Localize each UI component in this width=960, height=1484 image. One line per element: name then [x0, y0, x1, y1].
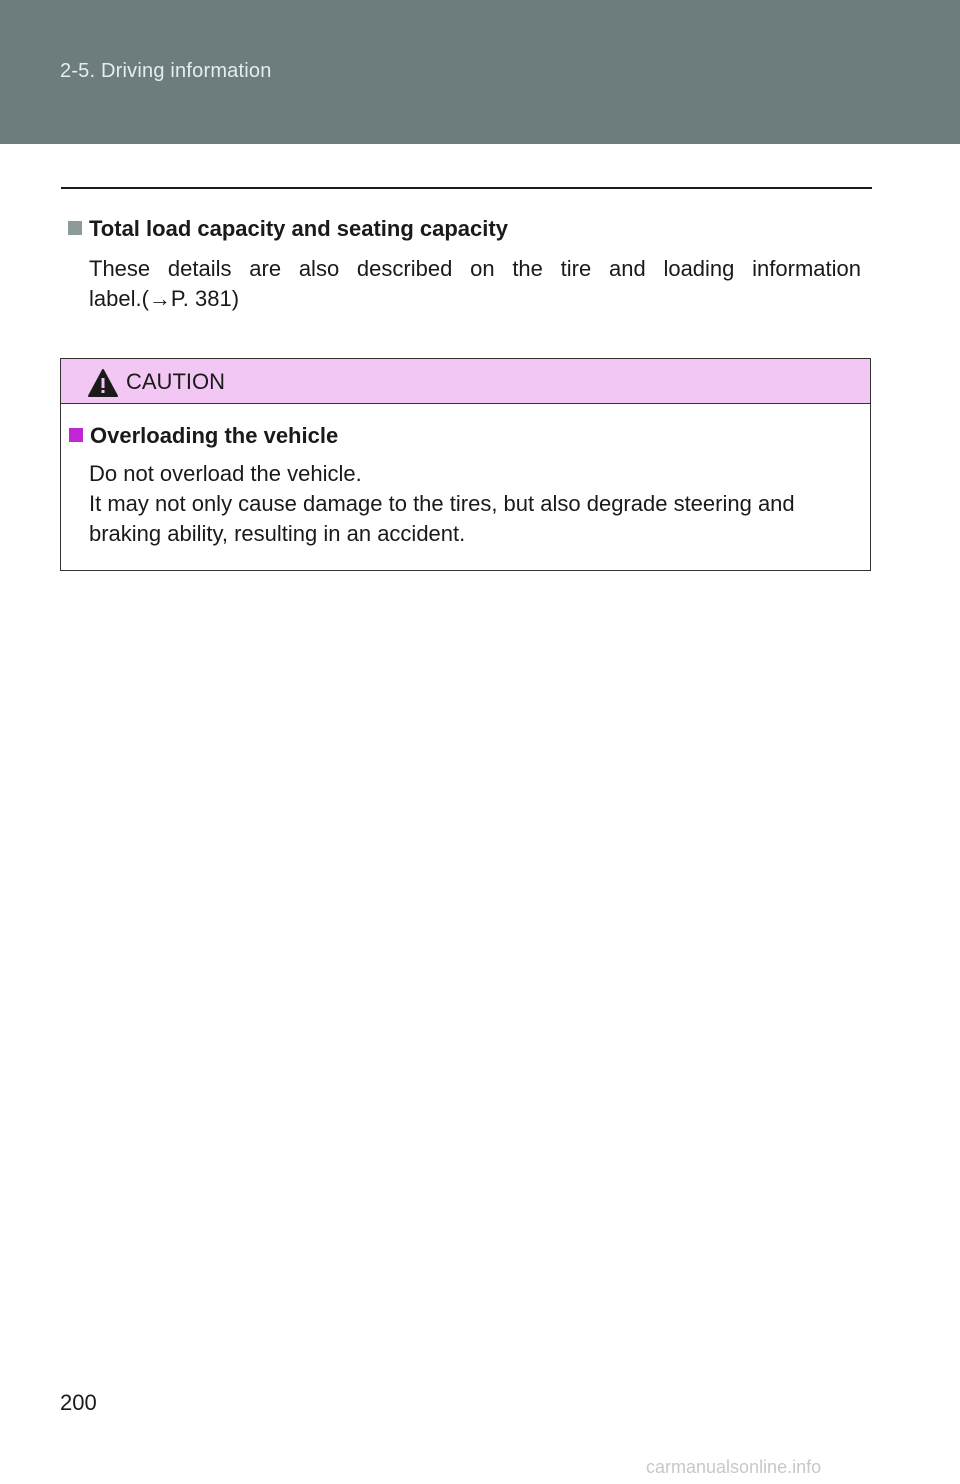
warning-triangle-icon: [87, 368, 119, 398]
header-band: [0, 0, 960, 144]
watermark: carmanualsonline.info: [646, 1457, 822, 1477]
caution-title: CAUTION: [126, 369, 225, 394]
section-body: [89, 254, 861, 314]
caution-heading-text: Overloading the vehicle: [90, 423, 339, 448]
section-breadcrumb: 2-5. Driving information: [60, 60, 272, 82]
caution-heading: [69, 423, 338, 449]
square-bullet-icon: [69, 428, 83, 442]
horizontal-rule: [61, 187, 872, 189]
caution-body-line-2: It may not only cause damage to the tires, but also degrade steering and: [89, 491, 795, 516]
page-number: 200: [60, 1390, 97, 1415]
section-body-line-1: These details are also described on the tire and loading information: [89, 256, 861, 281]
square-bullet-icon: [68, 221, 82, 235]
caution-box: [60, 358, 871, 571]
section-heading-text: Total load capacity and seating capacity: [89, 216, 508, 241]
caution-body-line-3: braking ability, resulting in an accident.: [89, 521, 466, 546]
caution-header: [61, 359, 870, 404]
section-heading: [68, 216, 508, 242]
caution-body-line-1: Do not overload the vehicle.: [89, 461, 362, 486]
section-body-line-2: label.(→P. 381): [89, 286, 240, 311]
caution-body: [89, 459, 863, 549]
